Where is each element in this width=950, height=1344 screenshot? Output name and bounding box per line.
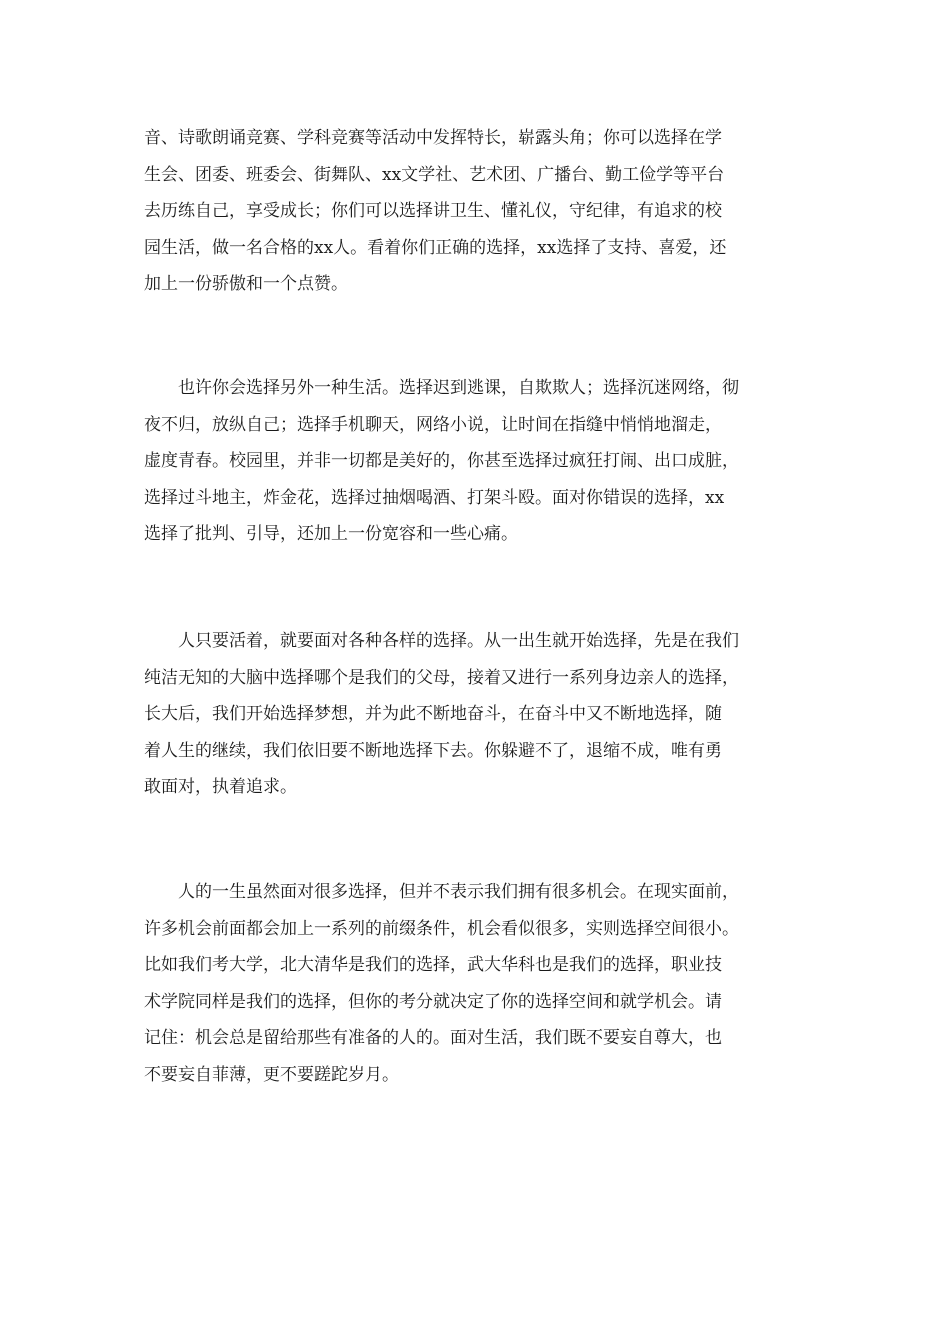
paragraph-line: 选择过斗地主，炸金花，选择过抽烟喝酒、打架斗殴。面对你错误的选择，xx: [144, 487, 725, 508]
paragraph-line: 加上一份骄傲和一个点赞。: [144, 274, 348, 294]
paragraph-line: 许多机会前面都会加上一系列的前缀条件，机会看似很多，实则选择空间很小。: [144, 918, 739, 939]
paragraph-line: 术学院同样是我们的选择，但你的考分就决定了你的选择空间和就学机会。请: [144, 991, 722, 1012]
paragraph-line: 记住：机会总是留给那些有准备的人的。面对生活，我们既不要妄自尊大，也: [144, 1028, 722, 1048]
paragraph-line: 去历练自己，享受成长；你们可以选择讲卫生、懂礼仪，守纪律，有追求的校: [144, 201, 722, 221]
paragraph-line: 着人生的继续，我们依旧要不断地选择下去。你躲避不了，退缩不成，唯有勇: [144, 740, 722, 761]
paragraph-1: [144, 120, 810, 303]
paragraph-line: 音、诗歌朗诵竞赛、学科竞赛等活动中发挥特长，崭露头角；你可以选择在学: [144, 128, 722, 148]
paragraph-line: 生会、团委、班委会、街舞队、xx文学社、艺术团、广播台、勤工俭学等平台: [144, 164, 725, 185]
paragraph-line: 人的一生虽然面对很多选择，但并不表示我们拥有很多机会。在现实面前，: [144, 882, 739, 902]
paragraph-4: [144, 874, 810, 1093]
paragraph-3: [144, 623, 810, 806]
paragraph-line: 不要妄自菲薄，更不要蹉跎岁月。: [144, 1064, 399, 1085]
paragraph-line: 虚度青春。校园里，并非一切都是美好的，你甚至选择过疯狂打闹、出口成脏，: [144, 451, 739, 471]
paragraph-line: 选择了批判、引导，还加上一份宽容和一些心痛。: [144, 524, 518, 544]
paragraph-line: 人只要活着，就要面对各种各样的选择。从一出生就开始选择，先是在我们: [144, 631, 739, 651]
paragraph-2: [144, 370, 810, 553]
paragraph-line: 也许你会选择另外一种生活。选择迟到逃课，自欺欺人；选择沉迷网络，彻: [144, 378, 739, 398]
paragraph-line: 夜不归，放纵自己；选择手机聊天，网络小说，让时间在指缝中悄悄地溜走，: [144, 414, 722, 435]
paragraph-line: 长大后，我们开始选择梦想，并为此不断地奋斗，在奋斗中又不断地选择，随: [144, 704, 722, 724]
paragraph-line: 敢面对，执着追求。: [144, 777, 297, 797]
paragraph-line: 园生活，做一名合格的xx人。看着你们正确的选择，xx选择了支持、喜爱，还: [144, 237, 727, 258]
paragraph-line: 纯洁无知的大脑中选择哪个是我们的父母，接着又进行一系列身边亲人的选择，: [144, 667, 739, 688]
paragraph-line: 比如我们考大学，北大清华是我们的选择，武大华科也是我们的选择，职业技: [144, 955, 722, 975]
